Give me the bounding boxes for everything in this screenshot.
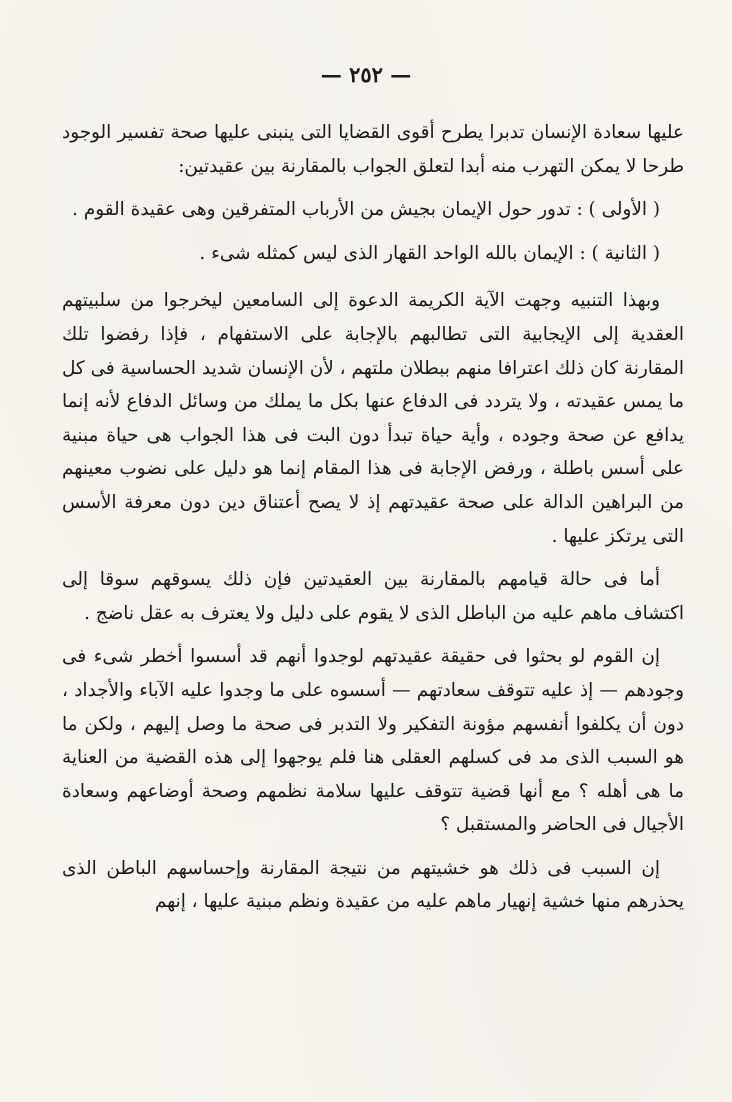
paragraph-reason: إن السبب فى ذلك هو خشيتهم من نتيجة المقارنة وإحساسهم الباطن الذى يحذرهم منها خشية إنهيار ماهم عليه من عقيدة ونظم مبنية عليها ، إنهم	[62, 857, 684, 913]
paragraph-continuation: عليها سعادة الإنسان تدبرا يطرح أقوى القضايا التى ينبنى عليها صحة تفسير الوجود طرحا لا يمكن التهرب منه أبدا لتعلق الجواب بالمقارنة بين عقيدتين:	[62, 122, 684, 177]
paragraph-second-belief: ( الثانية ) : الإيمان بالله الواحد القهار الذى ليس كمثله شىء .	[199, 242, 660, 264]
paragraph-verse-call: وبهذا التنبيه وجهت الآية الكريمة الدعوة إلى السامعين ليخرجوا من سلبيتهم العقدية إلى الإيجابية التى تطالبهم بالإجابة على الاستفهام ، فإذا رفضوا تلك المقارنة كان ذلك اعترافا منهم ببطلان ملتهم ، لأن الإنسان شديد الحساسية فى كل ما يمس عقيدته ، ولا يتردد فى الدفاع عنها بكل ما يملك من وسائل الدفاع لأنه إنما يدافع عن صحة وجوده ، وأية حياة تبدأ دون البت فى هذا الجواب هى حياة مبنية على أسس باطلة ، ورفض الإجابة فى هذا المقام إنما هو دليل على نضوب معينهم من البراهين الدالة على صحة عقيدتهم إذ لا يصح أعتناق دين دون معرفة الأسس التى يرتكز عليها .	[62, 290, 685, 547]
page-body	[62, 116, 684, 929]
paragraph-people-inquiry: إن القوم لو بحثوا فى حقيقة عقيدتهم لوجدوا أنهم قد أسسوا أخطر شىء فى وجودهم — إذ عليه تتوقف سعادتهم — أسسوه على ما وجدوا عليه الآباء والأجداد ، دون أن يكلفوا أنفسهم مؤونة التفكير ولا التدبر فى صحة ما وصل إليهم ، ولكن ما هو السبب الذى مد فى كسلهم العقلى هنا فلم يوجهوا إلى هذه القضية من العناية ما هى أهله ؟ مع أنها قضية تتوقف عليها سلامة نظمهم وصحة أوضاعهم وسعادة الأجيال فى الحاضر والمستقبل ؟	[62, 646, 684, 836]
paragraph-comparison: أما فى حالة قيامهم بالمقارنة بين العقيدتين فإن ذلك يسوقهم سوقا إلى اكتشاف ماهم عليه من الباطل الذى لا يقوم على دليل ولا يعترف به عقل ناضج .	[62, 569, 684, 624]
page-number: — ٢٥٢ —	[320, 62, 412, 87]
paragraph-first-belief: ( الأولى ) : تدور حول الإيمان بجيش من الأرباب المتفرقين وهى عقيدة القوم .	[72, 199, 660, 221]
